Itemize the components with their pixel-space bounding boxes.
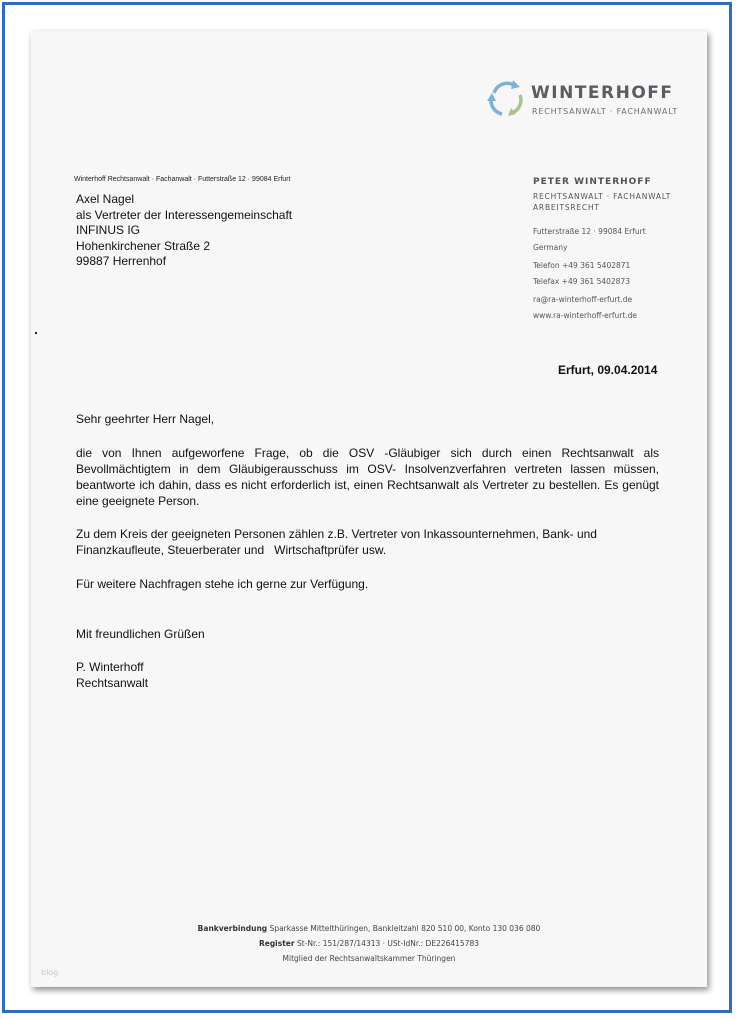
register-text: St-Nr.: 151/287/14313 · USt-IdNr.: DE226415783 — [296, 939, 480, 948]
bank-text: Sparkasse Mittelthüringen, Bankleitzahl 820 510 00, Konto 130 036 080 — [269, 924, 541, 933]
lawyer-title: RECHTSANWALT · FACHANWALT — [533, 192, 672, 201]
bank-label: Bankverbindung — [197, 924, 268, 933]
stray-dot — [35, 332, 37, 334]
salutation: Sehr geehrter Herr Nagel, — [76, 412, 215, 426]
closing: Mit freundlichen Grüßen — [76, 627, 205, 641]
paragraph-2-line-1: Zu dem Kreis der geeigneten Personen zählen z.B. Vertreter von Inkassounternehmen, Bank- und — [76, 527, 597, 541]
recipient-address — [76, 192, 292, 270]
office-country: Germany — [533, 243, 568, 252]
sender-return-address: Winterhoff Rechtsanwalt · Fachanwalt · Futterstraße 12 · 99084 Erfurt — [74, 176, 291, 183]
logo-subtitle: RECHTSANWALT · FACHANWALT — [532, 107, 679, 116]
email-address: ra@ra-winterhoff-erfurt.de — [533, 295, 633, 304]
logo-name: WINTERHOFF — [531, 83, 674, 103]
recipient-line: als Vertreter der Interessengemeinschaft — [76, 207, 293, 222]
signature-title: Rechtsanwalt — [76, 676, 149, 690]
letter-date: Erfurt, 09.04.2014 — [558, 363, 658, 377]
recipient-line: Axel Nagel — [76, 192, 135, 206]
winterhoff-logo — [486, 79, 679, 123]
website-url: www.ra-winterhoff-erfurt.de — [533, 311, 638, 320]
recipient-line: INFINUS IG — [76, 223, 141, 237]
letter-footer — [31, 921, 707, 966]
letter-body — [76, 411, 659, 691]
recipient-line: Hohenkirchener Straße 2 — [76, 238, 211, 253]
paragraph-1: die von Ihnen aufgeworfene Frage, ob die OSV -Gläubiger sich durch einen Rechtsanwalt als Bevollmächtigtem in dem Gläubigerausschuss im OSV- Insolvenzverfahren vertreten lassen müssen, beantworte ich dahin, dass es nicht erforderlich ist, einen Rechtsanwalt als Vertreter zu bestellen. Es genügt eine geeignete Person. — [76, 446, 659, 508]
signature-name: P. Winterhoff — [76, 660, 144, 674]
bar-membership: Mitglied der Rechtsanwaltskammer Thüringen — [282, 954, 456, 963]
register-details — [31, 936, 707, 951]
letter-page — [31, 31, 707, 987]
phone-number: Telefon +49 361 5402871 — [533, 261, 631, 270]
paragraph-3: Für weitere Nachfragen stehe ich gerne zur Verfügung. — [76, 577, 369, 591]
sender-contact-block — [533, 177, 703, 326]
lawyer-name: PETER WINTERHOFF — [533, 177, 652, 187]
office-street: Futterstraße 12 · 99084 Erfurt — [533, 227, 646, 236]
recipient-line: 99887 Herrenhof — [76, 254, 167, 268]
recycle-arrows-icon — [486, 79, 526, 119]
fax-number: Telefax +49 361 5402873 — [533, 277, 630, 286]
bank-details — [31, 921, 707, 936]
register-label: Register — [258, 939, 295, 948]
watermark: blog — [41, 968, 59, 977]
paragraph-2-line-2: Finanzkaufleute, Steuerberater und Wirtschaftprüfer usw. — [76, 543, 387, 557]
lawyer-specialty: ARBEITSRECHT — [533, 203, 600, 212]
